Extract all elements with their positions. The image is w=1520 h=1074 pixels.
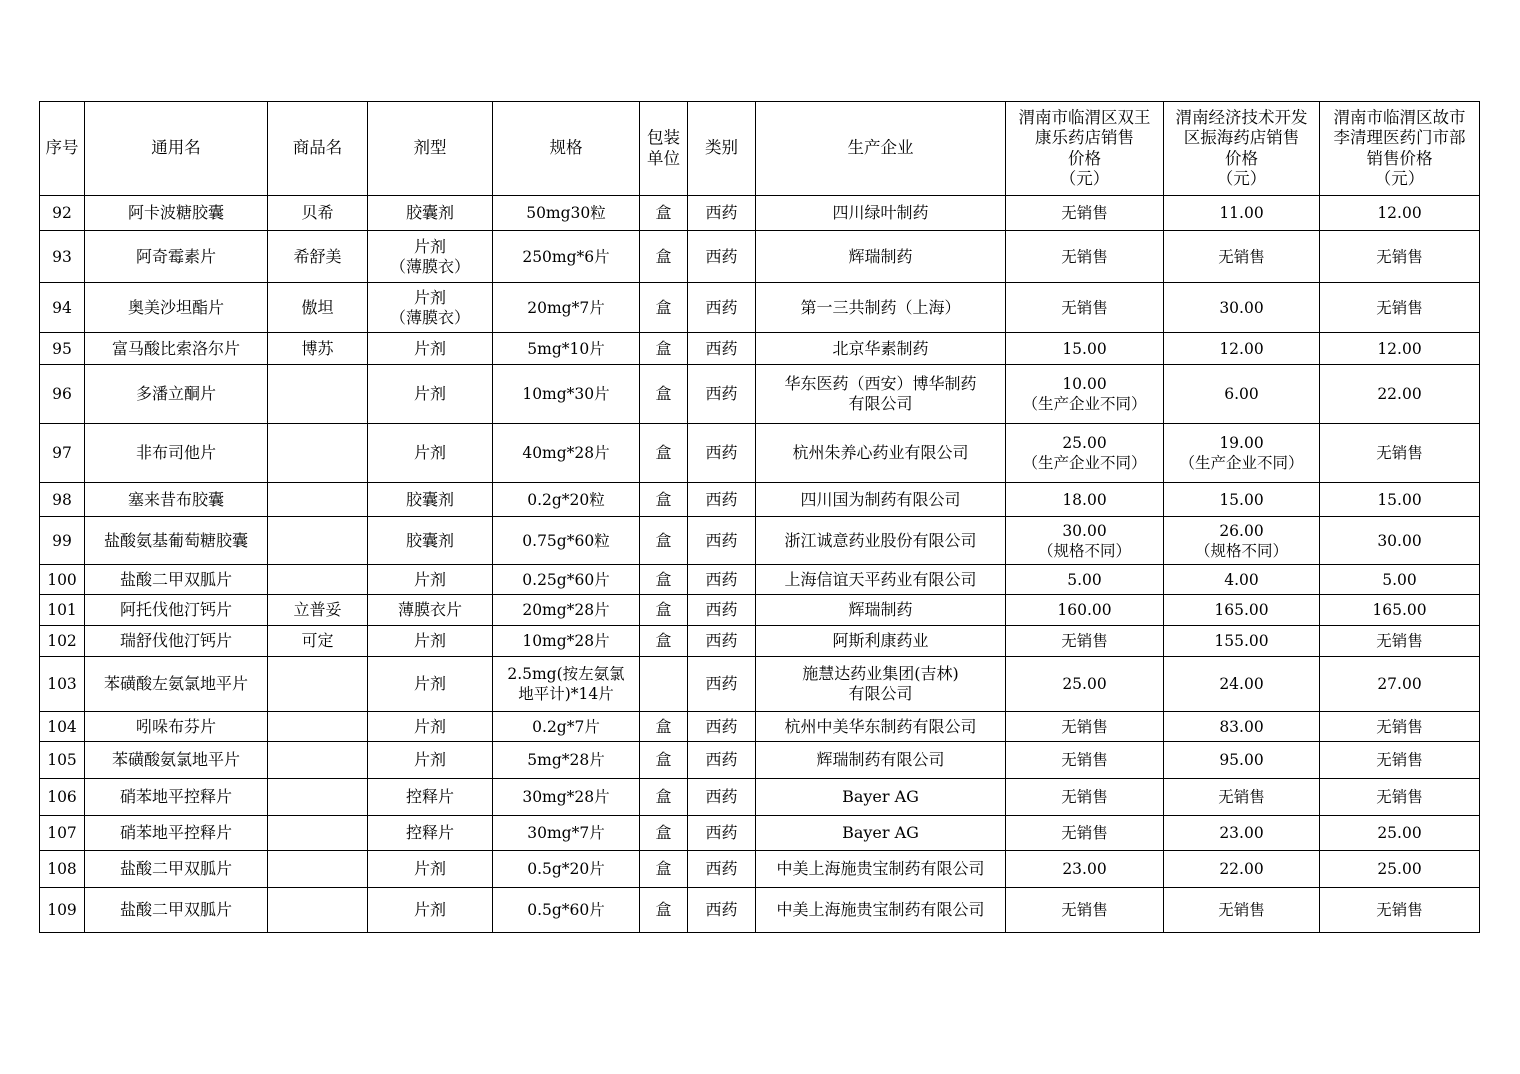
cell-package-unit: 盒	[640, 779, 688, 816]
cell-store1-price: 160.00	[1006, 595, 1164, 626]
cell-store3-price: 15.00	[1320, 483, 1480, 517]
cell-manufacturer: 四川绿叶制药	[756, 196, 1006, 231]
cell-generic-name: 苯磺酸氨氯地平片	[85, 742, 268, 779]
cell-seq: 106	[40, 779, 85, 816]
cell-store1-price: 无销售	[1006, 888, 1164, 933]
cell-spec: 10mg*30片	[493, 365, 640, 424]
cell-category: 西药	[688, 565, 756, 595]
cell-brand-name: 贝希	[268, 196, 368, 231]
cell-store2-price: 19.00 （生产企业不同）	[1164, 424, 1320, 483]
cell-spec: 30mg*28片	[493, 779, 640, 816]
cell-spec: 50mg30粒	[493, 196, 640, 231]
cell-store2-price: 26.00 （规格不同）	[1164, 517, 1320, 565]
cell-store2-price: 83.00	[1164, 712, 1320, 742]
cell-store1-price: 无销售	[1006, 779, 1164, 816]
cell-store1-price: 23.00	[1006, 851, 1164, 888]
table-row	[40, 851, 1480, 888]
cell-store3-price: 22.00	[1320, 365, 1480, 424]
cell-spec: 20mg*7片	[493, 283, 640, 333]
cell-seq: 93	[40, 231, 85, 283]
cell-category: 西药	[688, 333, 756, 365]
header-category: 类别	[688, 102, 756, 196]
cell-brand-name	[268, 483, 368, 517]
cell-manufacturer: Bayer AG	[756, 816, 1006, 851]
cell-package-unit: 盒	[640, 565, 688, 595]
cell-store1-price: 无销售	[1006, 196, 1164, 231]
cell-category: 西药	[688, 816, 756, 851]
cell-dosage-form: 片剂 （薄膜衣）	[368, 283, 493, 333]
cell-store1-price: 无销售	[1006, 742, 1164, 779]
cell-generic-name: 盐酸氨基葡萄糖胶囊	[85, 517, 268, 565]
cell-manufacturer: 中美上海施贵宝制药有限公司	[756, 851, 1006, 888]
cell-generic-name: 阿卡波糖胶囊	[85, 196, 268, 231]
cell-spec: 2.5mg(按左氨氯 地平计)*14片	[493, 657, 640, 712]
cell-seq: 94	[40, 283, 85, 333]
cell-package-unit: 盒	[640, 626, 688, 657]
cell-dosage-form: 片剂	[368, 333, 493, 365]
cell-package-unit: 盒	[640, 424, 688, 483]
cell-store3-price: 无销售	[1320, 231, 1480, 283]
cell-category: 西药	[688, 517, 756, 565]
cell-seq: 102	[40, 626, 85, 657]
table-row	[40, 283, 1480, 333]
cell-dosage-form: 胶囊剂	[368, 517, 493, 565]
cell-manufacturer: 浙江诚意药业股份有限公司	[756, 517, 1006, 565]
cell-store3-price: 12.00	[1320, 333, 1480, 365]
cell-seq: 100	[40, 565, 85, 595]
cell-package-unit: 盒	[640, 365, 688, 424]
cell-generic-name: 阿托伐他汀钙片	[85, 595, 268, 626]
table-row	[40, 888, 1480, 933]
cell-store3-price: 无销售	[1320, 626, 1480, 657]
cell-generic-name: 吲哚布芬片	[85, 712, 268, 742]
cell-store1-price: 15.00	[1006, 333, 1164, 365]
cell-spec: 30mg*7片	[493, 816, 640, 851]
cell-manufacturer: 四川国为制药有限公司	[756, 483, 1006, 517]
cell-brand-name	[268, 517, 368, 565]
cell-store2-price: 165.00	[1164, 595, 1320, 626]
table-row	[40, 483, 1480, 517]
cell-brand-name	[268, 742, 368, 779]
cell-generic-name: 苯磺酸左氨氯地平片	[85, 657, 268, 712]
cell-spec: 40mg*28片	[493, 424, 640, 483]
cell-dosage-form: 控释片	[368, 816, 493, 851]
cell-package-unit: 盒	[640, 333, 688, 365]
table-row	[40, 196, 1480, 231]
cell-dosage-form: 片剂	[368, 851, 493, 888]
table-row	[40, 231, 1480, 283]
cell-dosage-form: 胶囊剂	[368, 483, 493, 517]
cell-manufacturer: Bayer AG	[756, 779, 1006, 816]
header-spec: 规格	[493, 102, 640, 196]
cell-generic-name: 非布司他片	[85, 424, 268, 483]
cell-category: 西药	[688, 483, 756, 517]
cell-store2-price: 24.00	[1164, 657, 1320, 712]
cell-manufacturer: 辉瑞制药	[756, 231, 1006, 283]
cell-package-unit: 盒	[640, 595, 688, 626]
cell-dosage-form: 控释片	[368, 779, 493, 816]
table-row	[40, 517, 1480, 565]
cell-dosage-form: 片剂	[368, 626, 493, 657]
cell-manufacturer: 辉瑞制药	[756, 595, 1006, 626]
cell-generic-name: 盐酸二甲双胍片	[85, 888, 268, 933]
cell-store2-price: 无销售	[1164, 779, 1320, 816]
cell-store3-price: 25.00	[1320, 851, 1480, 888]
cell-spec: 10mg*28片	[493, 626, 640, 657]
cell-seq: 92	[40, 196, 85, 231]
cell-package-unit: 盒	[640, 816, 688, 851]
cell-package-unit: 盒	[640, 517, 688, 565]
cell-brand-name	[268, 365, 368, 424]
header-manufacturer: 生产企业	[756, 102, 1006, 196]
cell-category: 西药	[688, 424, 756, 483]
cell-dosage-form: 片剂	[368, 424, 493, 483]
header-generic-name: 通用名	[85, 102, 268, 196]
table-row	[40, 595, 1480, 626]
cell-store2-price: 95.00	[1164, 742, 1320, 779]
cell-seq: 99	[40, 517, 85, 565]
table-row	[40, 365, 1480, 424]
cell-store3-price: 无销售	[1320, 424, 1480, 483]
cell-brand-name	[268, 424, 368, 483]
cell-store3-price: 无销售	[1320, 779, 1480, 816]
table-row	[40, 626, 1480, 657]
cell-package-unit: 盒	[640, 742, 688, 779]
cell-generic-name: 硝苯地平控释片	[85, 779, 268, 816]
cell-spec: 250mg*6片	[493, 231, 640, 283]
cell-package-unit: 盒	[640, 851, 688, 888]
cell-dosage-form: 片剂	[368, 742, 493, 779]
cell-store2-price: 无销售	[1164, 888, 1320, 933]
cell-spec: 0.75g*60粒	[493, 517, 640, 565]
cell-store2-price: 12.00	[1164, 333, 1320, 365]
cell-dosage-form: 薄膜衣片	[368, 595, 493, 626]
cell-brand-name	[268, 851, 368, 888]
cell-store1-price: 25.00 （生产企业不同）	[1006, 424, 1164, 483]
cell-category: 西药	[688, 595, 756, 626]
cell-store3-price: 25.00	[1320, 816, 1480, 851]
cell-generic-name: 阿奇霉素片	[85, 231, 268, 283]
cell-brand-name	[268, 779, 368, 816]
cell-manufacturer: 上海信谊天平药业有限公司	[756, 565, 1006, 595]
cell-store3-price: 无销售	[1320, 742, 1480, 779]
cell-spec: 5mg*28片	[493, 742, 640, 779]
cell-manufacturer: 第一三共制药（上海）	[756, 283, 1006, 333]
cell-generic-name: 硝苯地平控释片	[85, 816, 268, 851]
cell-brand-name	[268, 712, 368, 742]
cell-spec: 0.5g*60片	[493, 888, 640, 933]
table-row	[40, 657, 1480, 712]
cell-manufacturer: 杭州朱养心药业有限公司	[756, 424, 1006, 483]
table-body	[40, 196, 1480, 933]
cell-package-unit: 盒	[640, 196, 688, 231]
cell-spec: 0.25g*60片	[493, 565, 640, 595]
header-store3-price: 渭南市临渭区故市 李清理医药门市部 销售价格 （元）	[1320, 102, 1480, 196]
cell-store3-price: 无销售	[1320, 712, 1480, 742]
cell-dosage-form: 片剂	[368, 657, 493, 712]
cell-brand-name: 可定	[268, 626, 368, 657]
cell-dosage-form: 片剂	[368, 365, 493, 424]
header-store1-price: 渭南市临渭区双王 康乐药店销售 价格 （元）	[1006, 102, 1164, 196]
cell-manufacturer: 辉瑞制药有限公司	[756, 742, 1006, 779]
cell-manufacturer: 施慧达药业集团(吉林) 有限公司	[756, 657, 1006, 712]
cell-manufacturer: 北京华素制药	[756, 333, 1006, 365]
cell-category: 西药	[688, 626, 756, 657]
cell-seq: 105	[40, 742, 85, 779]
table-row	[40, 742, 1480, 779]
cell-store2-price: 无销售	[1164, 231, 1320, 283]
cell-seq: 95	[40, 333, 85, 365]
cell-spec: 0.5g*20片	[493, 851, 640, 888]
cell-package-unit: 盒	[640, 483, 688, 517]
cell-category: 西药	[688, 365, 756, 424]
cell-generic-name: 多潘立酮片	[85, 365, 268, 424]
cell-store1-price: 无销售	[1006, 626, 1164, 657]
cell-seq: 97	[40, 424, 85, 483]
cell-store3-price: 5.00	[1320, 565, 1480, 595]
cell-store3-price: 12.00	[1320, 196, 1480, 231]
cell-generic-name: 富马酸比索洛尔片	[85, 333, 268, 365]
table-header-row	[40, 102, 1480, 196]
cell-brand-name: 博苏	[268, 333, 368, 365]
cell-dosage-form: 胶囊剂	[368, 196, 493, 231]
cell-package-unit	[640, 657, 688, 712]
cell-store1-price: 30.00 （规格不同）	[1006, 517, 1164, 565]
cell-category: 西药	[688, 712, 756, 742]
cell-generic-name: 奥美沙坦酯片	[85, 283, 268, 333]
cell-manufacturer: 杭州中美华东制药有限公司	[756, 712, 1006, 742]
table-row	[40, 565, 1480, 595]
table-row	[40, 424, 1480, 483]
cell-dosage-form: 片剂	[368, 888, 493, 933]
header-seq: 序号	[40, 102, 85, 196]
cell-brand-name: 立普妥	[268, 595, 368, 626]
header-package-unit: 包装 单位	[640, 102, 688, 196]
cell-seq: 103	[40, 657, 85, 712]
cell-dosage-form: 片剂	[368, 565, 493, 595]
cell-store2-price: 6.00	[1164, 365, 1320, 424]
cell-category: 西药	[688, 742, 756, 779]
cell-seq: 109	[40, 888, 85, 933]
cell-store1-price: 无销售	[1006, 283, 1164, 333]
cell-spec: 5mg*10片	[493, 333, 640, 365]
price-comparison-page	[39, 101, 1480, 933]
header-store2-price: 渭南经济技术开发 区振海药店销售 价格 （元）	[1164, 102, 1320, 196]
drug-price-table	[39, 101, 1480, 933]
cell-manufacturer: 中美上海施贵宝制药有限公司	[756, 888, 1006, 933]
cell-package-unit: 盒	[640, 888, 688, 933]
cell-seq: 107	[40, 816, 85, 851]
header-brand-name: 商品名	[268, 102, 368, 196]
header-dosage-form: 剂型	[368, 102, 493, 196]
cell-category: 西药	[688, 231, 756, 283]
cell-category: 西药	[688, 196, 756, 231]
cell-brand-name	[268, 657, 368, 712]
cell-store1-price: 无销售	[1006, 231, 1164, 283]
cell-generic-name: 瑞舒伐他汀钙片	[85, 626, 268, 657]
cell-dosage-form: 片剂 （薄膜衣）	[368, 231, 493, 283]
cell-store2-price: 30.00	[1164, 283, 1320, 333]
cell-dosage-form: 片剂	[368, 712, 493, 742]
cell-store2-price: 11.00	[1164, 196, 1320, 231]
cell-store1-price: 25.00	[1006, 657, 1164, 712]
cell-brand-name: 希舒美	[268, 231, 368, 283]
cell-store2-price: 22.00	[1164, 851, 1320, 888]
cell-category: 西药	[688, 851, 756, 888]
cell-manufacturer: 华东医药（西安）博华制药 有限公司	[756, 365, 1006, 424]
cell-store1-price: 10.00 （生产企业不同）	[1006, 365, 1164, 424]
cell-seq: 101	[40, 595, 85, 626]
cell-category: 西药	[688, 657, 756, 712]
cell-store1-price: 无销售	[1006, 712, 1164, 742]
cell-category: 西药	[688, 283, 756, 333]
cell-generic-name: 塞来昔布胶囊	[85, 483, 268, 517]
cell-package-unit: 盒	[640, 712, 688, 742]
cell-brand-name	[268, 816, 368, 851]
table-row	[40, 816, 1480, 851]
cell-store3-price: 无销售	[1320, 283, 1480, 333]
cell-store1-price: 无销售	[1006, 816, 1164, 851]
cell-store2-price: 4.00	[1164, 565, 1320, 595]
cell-brand-name	[268, 565, 368, 595]
cell-seq: 104	[40, 712, 85, 742]
cell-store3-price: 27.00	[1320, 657, 1480, 712]
cell-brand-name: 傲坦	[268, 283, 368, 333]
cell-store1-price: 18.00	[1006, 483, 1164, 517]
cell-seq: 98	[40, 483, 85, 517]
cell-store2-price: 15.00	[1164, 483, 1320, 517]
cell-package-unit: 盒	[640, 283, 688, 333]
cell-store1-price: 5.00	[1006, 565, 1164, 595]
cell-store3-price: 无销售	[1320, 888, 1480, 933]
cell-package-unit: 盒	[640, 231, 688, 283]
cell-store2-price: 155.00	[1164, 626, 1320, 657]
table-row	[40, 779, 1480, 816]
cell-generic-name: 盐酸二甲双胍片	[85, 851, 268, 888]
cell-store3-price: 165.00	[1320, 595, 1480, 626]
cell-spec: 20mg*28片	[493, 595, 640, 626]
cell-brand-name	[268, 888, 368, 933]
cell-spec: 0.2g*20粒	[493, 483, 640, 517]
cell-category: 西药	[688, 888, 756, 933]
cell-store2-price: 23.00	[1164, 816, 1320, 851]
cell-seq: 108	[40, 851, 85, 888]
table-row	[40, 333, 1480, 365]
cell-manufacturer: 阿斯利康药业	[756, 626, 1006, 657]
cell-generic-name: 盐酸二甲双胍片	[85, 565, 268, 595]
cell-seq: 96	[40, 365, 85, 424]
table-row	[40, 712, 1480, 742]
cell-category: 西药	[688, 779, 756, 816]
cell-store3-price: 30.00	[1320, 517, 1480, 565]
cell-spec: 0.2g*7片	[493, 712, 640, 742]
